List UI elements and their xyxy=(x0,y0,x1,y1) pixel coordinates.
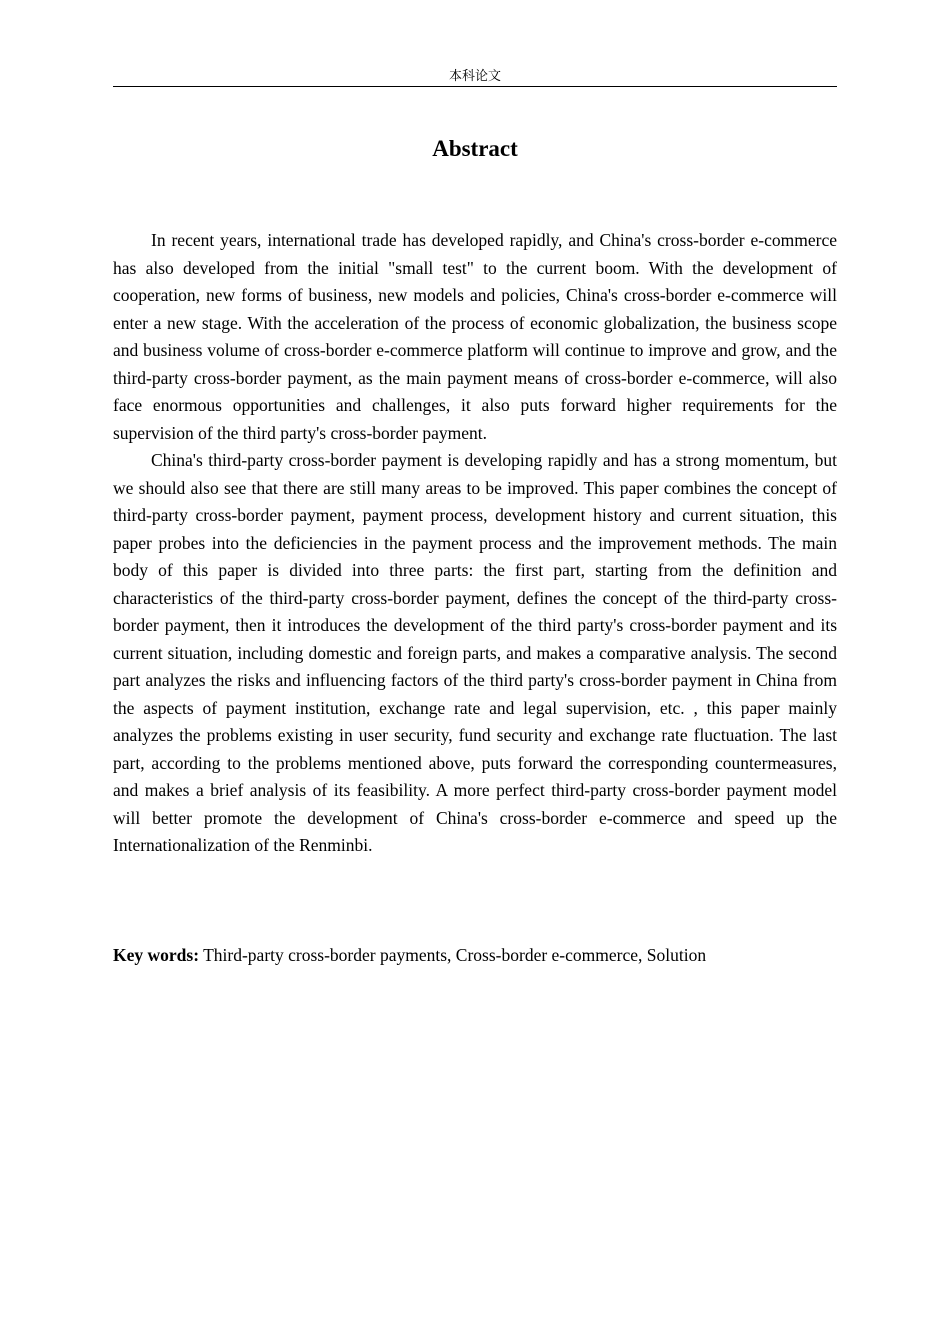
keywords-text: Third-party cross-border payments, Cross-border e-commerce, Solution xyxy=(203,945,707,965)
abstract-title: Abstract xyxy=(432,136,518,161)
abstract-paragraph-1: In recent years, international trade has developed rapidly, and China's cross-border e-commerce has also developed from the initial "small test" to the current boom. With the development of cooperation, new forms of business, new models and policies, China's cross-border e-commerce will enter a new stage. With the acceleration of the process of economic globalization, the business scope and business volume of cross-border e-commerce platform will continue to improve and grow, and the third-party cross-border payment, as the main payment means of cross-border e-commerce, will also face enormous opportunities and challenges, it also puts forward higher requirements for the supervision of the third party's cross-border payment. xyxy=(113,230,837,443)
keywords-line xyxy=(113,942,837,970)
abstract-body xyxy=(113,227,837,860)
keywords-label: Key words: xyxy=(113,945,200,965)
abstract-paragraph-2: China's third-party cross-border payment is developing rapidly and has a strong momentum, but we should also see that there are still many areas to be improved. This paper combines the concept of third-party cross-border payment, payment process, development history and current situation, this paper probes into the deficiencies in the payment process and the improvement methods. The main body of this paper is divided into three parts: the first part, starting from the definition and characteristics of the third-party cross-border payment, defines the concept of the third-party cross-border payment, then it introduces the development of the third party's cross-border payment and its current situation, including domestic and foreign parts, and makes a comparative analysis. The second part analyzes the risks and influencing factors of the third party's cross-border payment in China from the aspects of payment institution, exchange rate and legal supervision, etc. , this paper mainly analyzes the problems existing in user security, fund security and exchange rate fluctuation. The last part, according to the problems mentioned above, puts forward the corresponding countermeasures, and makes a brief analysis of its feasibility. A more perfect third-party cross-border payment model will better promote the development of China's cross-border e-commerce and speed up the Internationalization of the Renminbi. xyxy=(113,450,837,855)
header-text: 本科论文 xyxy=(448,68,501,83)
page-header xyxy=(113,66,837,87)
